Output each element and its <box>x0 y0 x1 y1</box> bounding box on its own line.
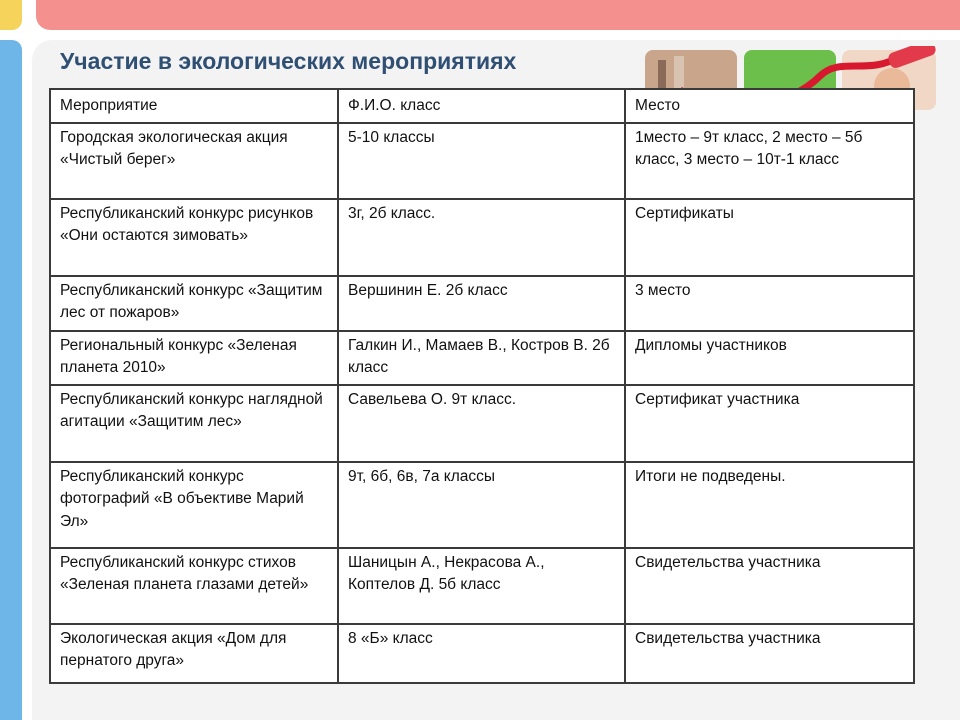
header-place: Место <box>625 89 914 123</box>
table-row <box>50 199 914 276</box>
table-row <box>50 385 914 462</box>
header-participants: Ф.И.О. класс <box>338 89 625 123</box>
cell-event: Республиканский конкурс фотографий «В объективе Марий Эл» <box>50 462 338 548</box>
table-row <box>50 331 914 385</box>
table-row <box>50 123 914 199</box>
cell-place: Итоги не подведены. <box>625 462 914 548</box>
cell-participants: 8 «Б» класс <box>338 624 625 683</box>
table-row <box>50 548 914 624</box>
corner-decor <box>0 0 22 30</box>
table-row <box>50 276 914 331</box>
cell-event: Республиканский конкурс стихов «Зеленая планета глазами детей» <box>50 548 338 624</box>
cell-event: Городская экологическая акция «Чистый берег» <box>50 123 338 199</box>
cell-place: 3 место <box>625 276 914 331</box>
cell-place: 1место – 9т класс, 2 место – 5б класс, 3 место – 10т-1 класс <box>625 123 914 199</box>
cell-place: Сертификат участника <box>625 385 914 462</box>
cell-event: Республиканский конкурс «Защитим лес от пожаров» <box>50 276 338 331</box>
table-row <box>50 462 914 548</box>
cell-participants: 3г, 2б класс. <box>338 199 625 276</box>
cell-place: Свидетельства участника <box>625 624 914 683</box>
header-event: Мероприятие <box>50 89 338 123</box>
page-title: Участие в экологических мероприятиях <box>60 48 517 74</box>
table-header-row <box>50 89 914 123</box>
cell-event: Экологическая акция «Дом для пернатого друга» <box>50 624 338 683</box>
cell-event: Республиканский конкурс наглядной агитации «Защитим лес» <box>50 385 338 462</box>
table-row <box>50 624 914 683</box>
cell-participants: Шаницын А., Некрасова А., Коптелов Д. 5б класс <box>338 548 625 624</box>
cell-event: Республиканский конкурс рисунков «Они остаются зимовать» <box>50 199 338 276</box>
events-table <box>49 88 915 684</box>
cell-place: Сертификаты <box>625 199 914 276</box>
cell-participants: Савельева О. 9т класс. <box>338 385 625 462</box>
side-decor-bar <box>0 40 22 720</box>
cell-participants: 9т, 6б, 6в, 7а классы <box>338 462 625 548</box>
cell-participants: 5-10 классы <box>338 123 625 199</box>
cell-participants: Галкин И., Мамаев В., Костров В. 2б класс <box>338 331 625 385</box>
top-decor-band <box>36 0 960 30</box>
cell-place: Дипломы участников <box>625 331 914 385</box>
cell-participants: Вершинин Е. 2б класс <box>338 276 625 331</box>
cell-place: Свидетельства участника <box>625 548 914 624</box>
cell-event: Региональный конкурс «Зеленая планета 2010» <box>50 331 338 385</box>
